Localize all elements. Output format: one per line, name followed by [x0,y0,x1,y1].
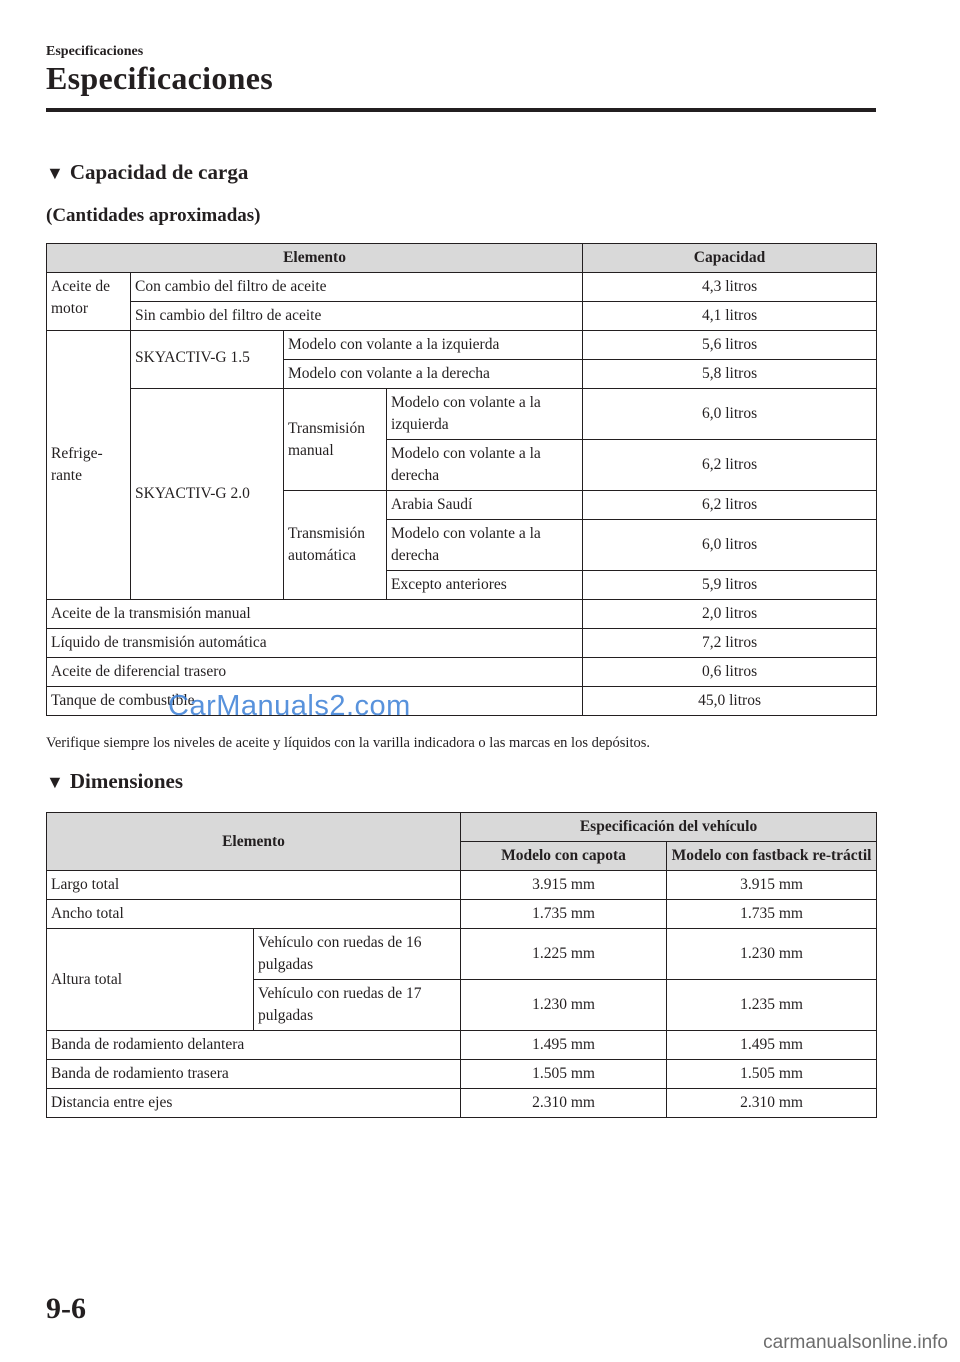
table-row: Altura total Vehículo con ruedas de 16 pulgadas 1.225 mm 1.230 mm [47,929,877,980]
capacity-subtitle: (Cantidades aproximadas) [46,205,261,226]
table-row: Modelo con volante a la derecha 5,8 litros [47,360,877,389]
table-header-row: Elemento Especificación del vehículo [47,813,877,842]
table-row: Modelo con volante a la derecha 6,2 litros [47,440,877,491]
col-element: Elemento [47,244,583,273]
page-title: Especificaciones [46,60,273,96]
table-row: Banda de rodamiento delantera 1.495 mm 1.495 mm [47,1031,877,1060]
table-row: SKYACTIV-G 2.0 Transmisión manual Modelo con volante a la izquierda 6,0 litros [47,389,877,440]
running-header: Especificaciones [46,44,144,59]
triangle-down-icon: ▼ [46,163,64,183]
table-row: Vehículo con ruedas de 17 pulgadas 1.230 mm 1.235 mm [47,980,877,1031]
table-row: Ancho total 1.735 mm 1.735 mm [47,900,877,929]
table-row: Refrige-rante SKYACTIV-G 1.5 Modelo con volante a la izquierda 5,6 litros [47,331,877,360]
table-row: Tanque de combustible 45,0 litros [47,687,877,716]
triangle-down-icon: ▼ [46,772,64,792]
table-row: Transmisión automática Arabia Saudí 6,2 litros [47,491,877,520]
page-number: 9-6 [46,1292,86,1325]
table-row: Aceite de la transmisión manual 2,0 litros [47,600,877,629]
section-dimensions-title: ▼ Dimensiones [46,769,184,793]
section-capacity-title: ▼ Capacidad de carga [46,160,249,184]
table-header-row: Modelo con capota Modelo con fastback re-tráctil [47,842,877,871]
oil-label: Aceite de motor [47,273,131,331]
watermark-logo: CarManuals2.com [168,690,411,722]
table-row: Sin cambio del filtro de aceite 4,1 litros [47,302,877,331]
footer-site: carmanualsonline.info [763,1332,948,1353]
col-capacity: Capacidad [583,244,877,273]
capacity-table [46,243,877,716]
table-row: Banda de rodamiento trasera 1.505 mm 1.505 mm [47,1060,877,1089]
header-rule [46,108,876,112]
coolant-label: Refrige-rante [47,331,131,600]
table-row: Modelo con volante a la derecha 6,0 litros [47,520,877,571]
dimensions-table [46,812,877,1118]
table-row: Líquido de transmisión automática 7,2 litros [47,629,877,658]
table-header-row [47,244,877,273]
table-row: Excepto anteriores 5,9 litros [47,571,877,600]
capacity-note: Verifique siempre los niveles de aceite y líquidos con la varilla indicadora o las marcas en los depósitos. [46,735,650,751]
table-row: Aceite de diferencial trasero 0,6 litros [47,658,877,687]
table-row: Aceite de motor Con cambio del filtro de aceite 4,3 litros [47,273,877,302]
table-row: Distancia entre ejes 2.310 mm 2.310 mm [47,1089,877,1118]
table-row: Largo total 3.915 mm 3.915 mm [47,871,877,900]
